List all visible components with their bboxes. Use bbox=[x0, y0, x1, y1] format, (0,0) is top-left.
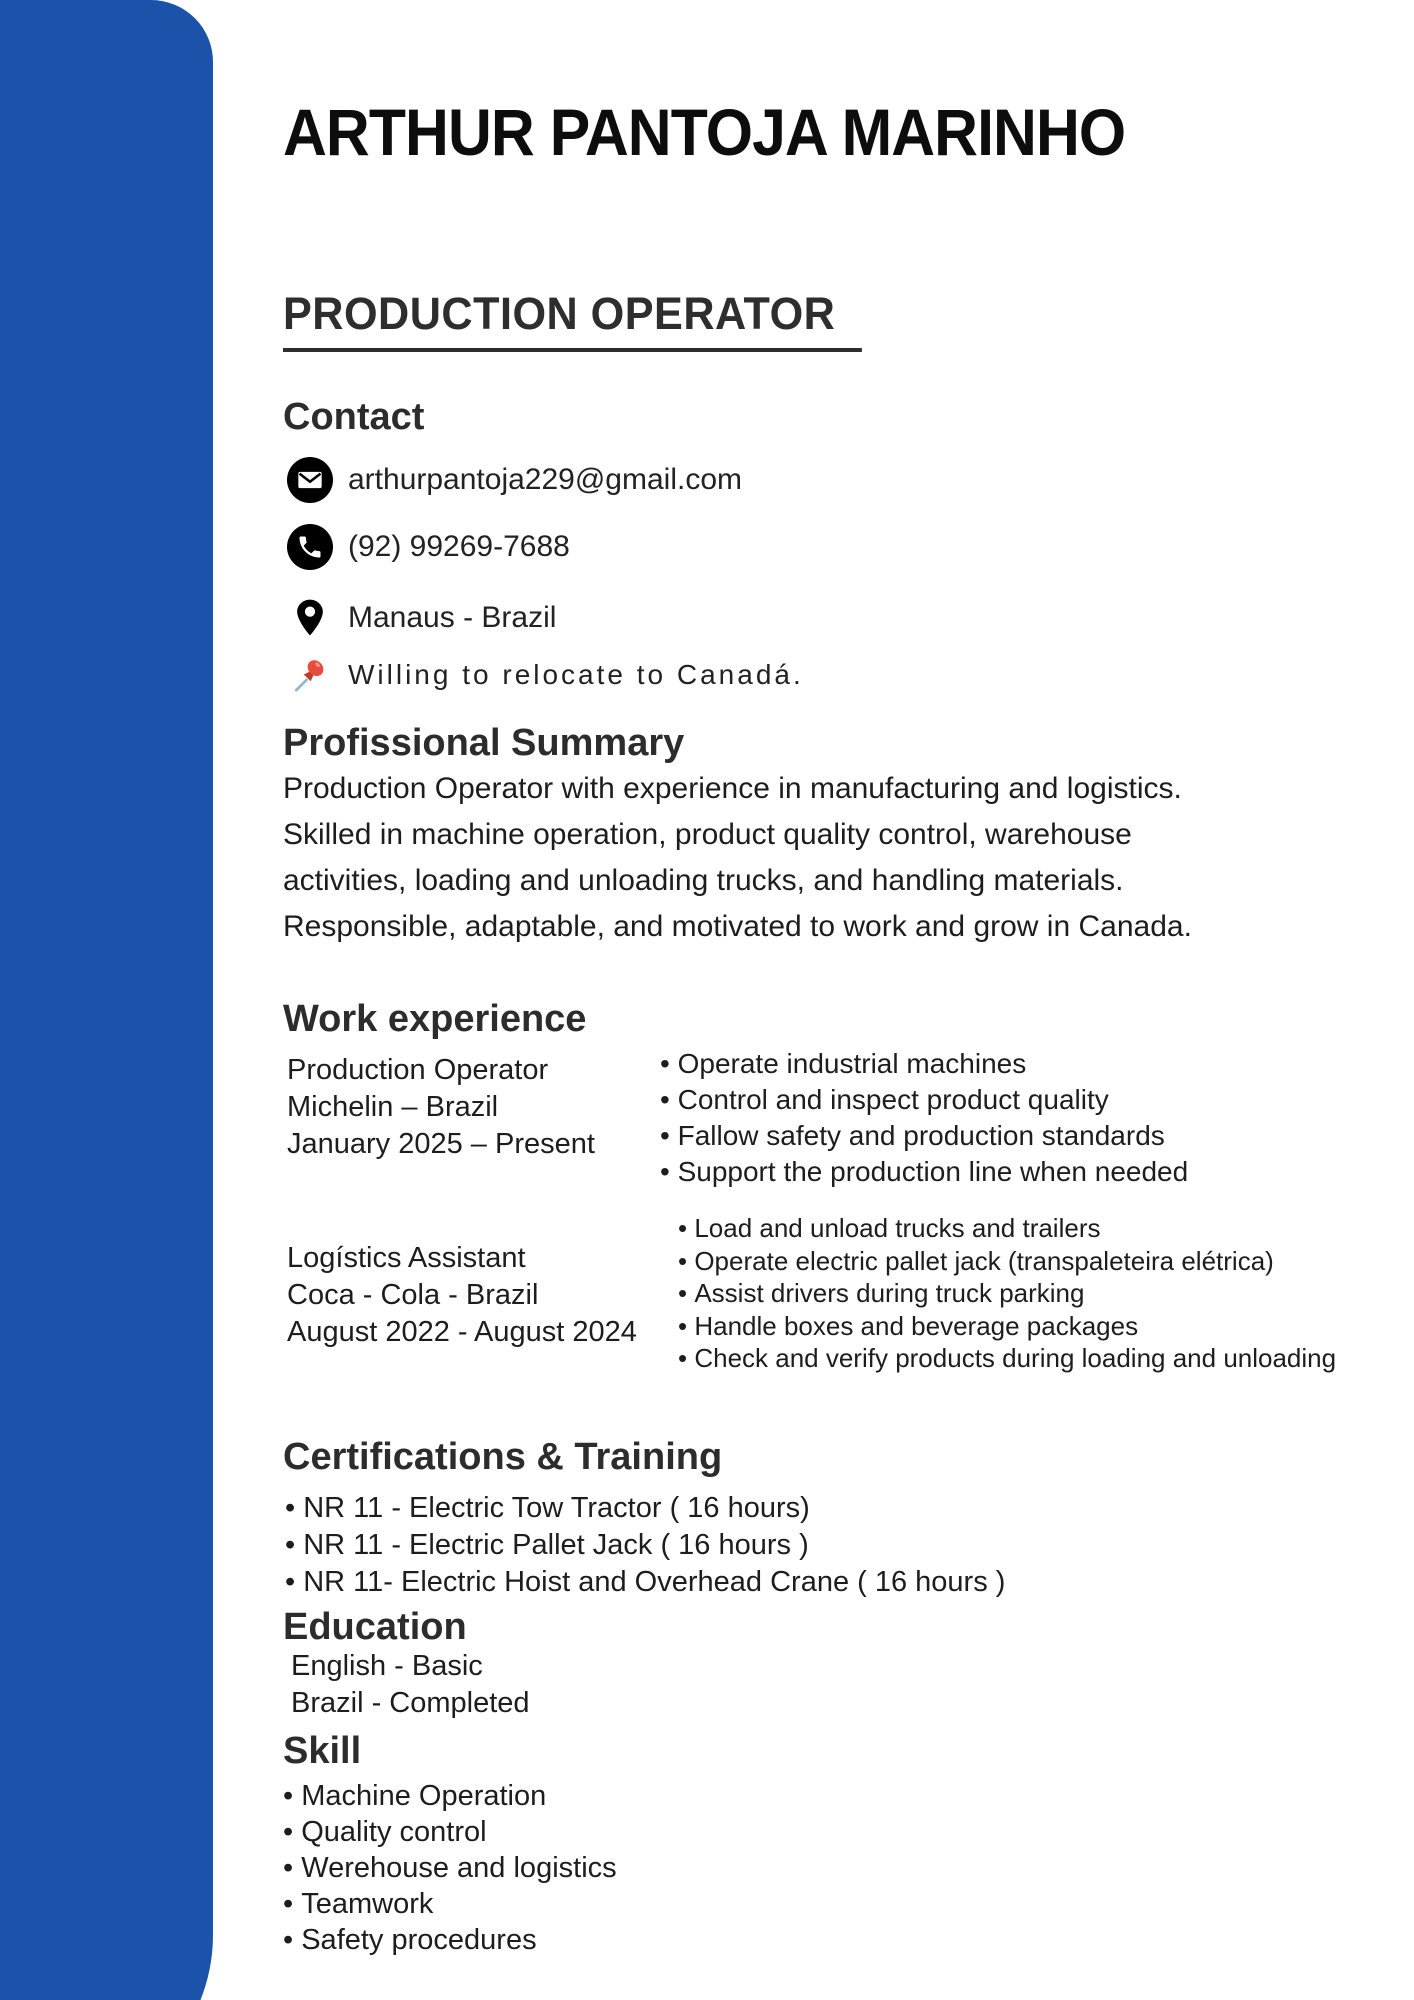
job-1-dates: January 2025 – Present bbox=[287, 1128, 595, 1160]
contact-email-text: arthurpantoja229@gmail.com bbox=[348, 463, 742, 496]
education-item: Brazil - Completed bbox=[291, 1687, 530, 1719]
sidebar-accent-shape bbox=[0, 0, 213, 2000]
job-2-title: Logístics Assistant bbox=[287, 1242, 526, 1274]
pushpin-icon bbox=[287, 652, 333, 698]
job-bullet: • Handle boxes and beverage packages bbox=[678, 1310, 1378, 1343]
education-heading: Education bbox=[283, 1606, 467, 1648]
contact-row-email bbox=[287, 457, 742, 503]
phone-icon bbox=[287, 524, 333, 570]
certifications-list bbox=[285, 1490, 1185, 1601]
job-bullet: • Load and unload trucks and trailers bbox=[678, 1212, 1378, 1245]
work-experience-heading: Work experience bbox=[283, 998, 587, 1040]
job-2-dates: August 2022 - August 2024 bbox=[287, 1316, 637, 1348]
contact-row-location bbox=[287, 592, 556, 644]
job-2-bullet-list bbox=[678, 1212, 1378, 1375]
job-bullet: • Assist drivers during truck parking bbox=[678, 1277, 1378, 1310]
skill-item: • Machine Operation bbox=[283, 1778, 883, 1814]
job-bullet: • Support the production line when needed bbox=[660, 1154, 1300, 1190]
location-icon bbox=[287, 592, 333, 644]
certification-item: • NR 11 - Electric Tow Tractor ( 16 hours) bbox=[285, 1490, 1185, 1527]
contact-phone-text: (92) 99269-7688 bbox=[348, 530, 570, 563]
education-item: English - Basic bbox=[291, 1650, 483, 1682]
job-1-company: Michelin – Brazil bbox=[287, 1091, 499, 1123]
contact-location-text: Manaus - Brazil bbox=[348, 601, 557, 634]
contact-relocation-text: Willing to relocate to Canadá. bbox=[348, 659, 804, 690]
skill-item: • Teamwork bbox=[283, 1886, 883, 1922]
job-2-company: Coca - Cola - Brazil bbox=[287, 1279, 539, 1311]
summary-text: Production Operator with experience in manufacturing and logistics. Skilled in machine operation, product quality control, warehouse activities, loading and unloading trucks, and handling materials. Responsible, adaptable, and motivated to work and grow in Canada. bbox=[283, 772, 1192, 943]
skills-heading: Skill bbox=[283, 1730, 362, 1772]
job-1-bullet-list bbox=[660, 1046, 1300, 1190]
job-2-details bbox=[287, 1240, 637, 1351]
role-title: PRODUCTION OPERATOR bbox=[283, 288, 862, 352]
skill-item: • Safety procedures bbox=[283, 1922, 883, 1958]
contact-row-phone bbox=[287, 524, 570, 570]
job-bullet: • Fallow safety and production standards bbox=[660, 1118, 1300, 1154]
job-bullet: • Check and verify products during loading and unloading bbox=[678, 1342, 1378, 1375]
skills-list bbox=[283, 1778, 883, 1958]
contact-heading: Contact bbox=[283, 396, 425, 438]
skill-item: • Werehouse and logistics bbox=[283, 1850, 883, 1886]
certification-item: • NR 11- Electric Hoist and Overhead Crane ( 16 hours ) bbox=[285, 1564, 1185, 1601]
email-icon bbox=[287, 457, 333, 503]
job-bullet: • Control and inspect product quality bbox=[660, 1082, 1300, 1118]
summary-heading: Profissional Summary bbox=[283, 722, 685, 764]
contact-row-relocation bbox=[287, 652, 804, 698]
job-1-title: Production Operator bbox=[287, 1054, 549, 1086]
education-list bbox=[291, 1648, 891, 1722]
job-bullet: • Operate industrial machines bbox=[660, 1046, 1300, 1082]
skill-item: • Quality control bbox=[283, 1814, 883, 1850]
certification-item: • NR 11 - Electric Pallet Jack ( 16 hours ) bbox=[285, 1527, 1185, 1564]
certifications-heading: Certifications & Training bbox=[283, 1436, 723, 1478]
job-bullet: • Operate electric pallet jack (transpaleteira elétrica) bbox=[678, 1245, 1378, 1278]
candidate-name: ARTHUR PANTOJA MARINHO bbox=[283, 95, 1126, 169]
job-1-details bbox=[287, 1052, 595, 1163]
